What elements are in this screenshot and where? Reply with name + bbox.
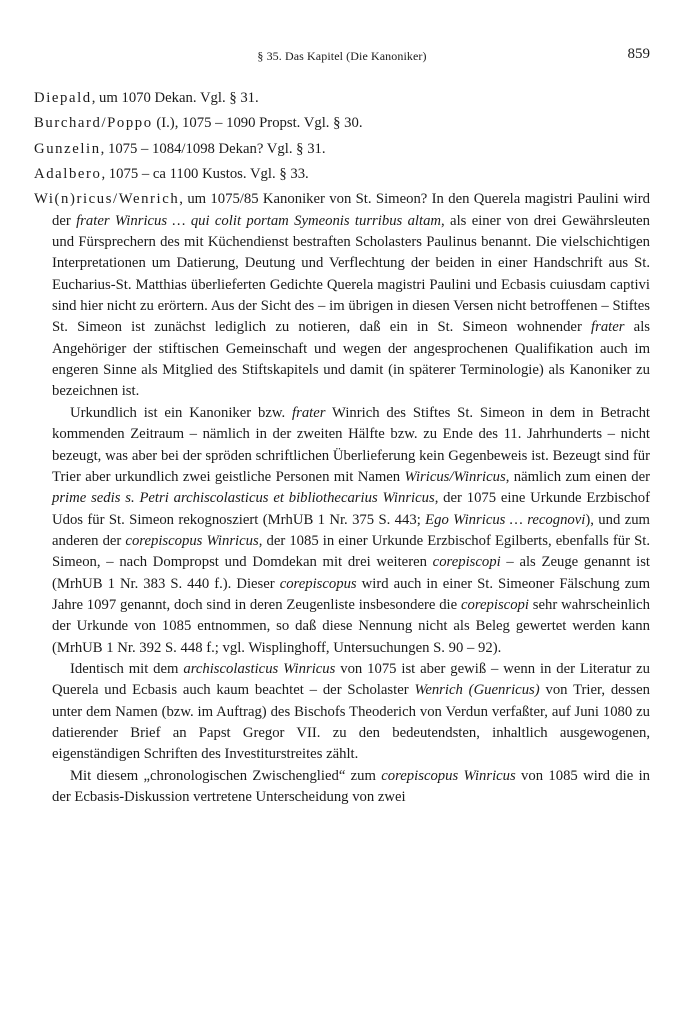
running-head-title: § 35. Das Kapitel (Die Kanoniker) <box>257 49 427 63</box>
italic-term: corepiscopus Winricus <box>125 532 259 549</box>
entry-burchard-poppo <box>34 113 650 134</box>
text-run: , der 1085 in einer Urkunde Erzbischof Egilberts, ebenfalls für St. Simeon, – nach Dompropst und Domdekan mit drei weiteren <box>52 532 650 571</box>
page-number: 859 <box>627 46 650 62</box>
italic-term: corepiscopi <box>432 554 501 571</box>
italic-term: frater Winricus … qui colit portam Symeonis turribus altam <box>76 212 442 229</box>
text-run: von 1075 ist aber gewiß – wenn in der Literatur zu Querela und Ecbasis auch kaum beachtet – der Scholaster <box>52 660 650 699</box>
entry-adalbero <box>34 164 650 185</box>
text-run: als Angehöriger der stiftischen Gemeinschaft und wegen der angesprochenen Qualifikation auch im engeren Sinne als Mitglied des Stiftskapitels und damit (in späterer Terminologie) als Kanoniker zu bezeichnen ist. <box>52 319 650 400</box>
italic-term: Ego Winricus … recognovi <box>425 511 586 528</box>
paragraph-identisch <box>34 659 650 766</box>
entry-text <box>52 191 650 399</box>
italic-term: prime sedis s. Petri archiscolasticus et bibliothecarius Winricus <box>52 490 435 507</box>
italic-term: corepiscopus <box>279 575 357 592</box>
text-run: , als einer von drei Gewährsleuten und Fürsprechern des mit Küchendienst bestraften Scholasters Paulinus benannt. Die vielschichtigen Interpretationen um Datierung, Deutung und Verflechtung der beiden in einer Handschrift aus St. Eucharius-St. Matthias überlieferten Gedichte Querela magistri Paulini und Ecbasis cuiusdam captivi sind hier nicht zu erörtern. Aus der Sicht des – im übrigen in diesen Versen nicht betroffenen – Stiftes St. Simeon ist zunächst lediglich zu notieren, daß ein in St. Simeon wohnender <box>52 212 650 336</box>
text-run: – als Zeuge genannt ist (MrhUB 1 Nr. 383 S. 440 f.). Dieser <box>52 554 650 592</box>
entry-name: Gunzelin <box>34 140 101 157</box>
entry-gunzelin <box>34 139 650 160</box>
entry-text: (I.), 1075 – 1090 Propst. Vgl. § 30. <box>152 115 363 132</box>
text-run: Winrich des Stiftes St. Simeon in dem in Betracht kommenden Zeitraum – nämlich in der zweiten Hälfte bzw. zu Ende des 11. Jahrhunderts – nicht bezeugt, was aber bei der spröden schriftlichen Überlieferung kein Gegenbeweis ist. Bezeugt sind für Trier aber urkundlich zwei geistliche Personen mit Namen <box>52 404 650 485</box>
italic-term: Wenrich (Guenricus) <box>414 682 540 699</box>
text-run: ), und zum anderen der <box>52 511 650 549</box>
text-run: , um 1075/85 Kanoniker von St. Simeon? In den Querela magistri Paulini wird der <box>52 191 650 229</box>
paragraph-zwischenglied <box>34 766 650 809</box>
entry-diepald <box>34 88 650 109</box>
entry-name: Adalbero <box>34 166 102 183</box>
entry-winricus-wenrich <box>34 189 650 402</box>
italic-term: corepiscopus Winricus <box>381 767 516 784</box>
text-run: Mit diesem „chronologischen Zwischenglied“ zum <box>70 767 382 784</box>
entry-name: Wi(n)ricus/Wenrich <box>34 191 180 208</box>
page-body <box>34 88 650 808</box>
italic-term: corepiscopi <box>460 596 529 613</box>
italic-term: frater <box>292 404 326 421</box>
entry-name: Burchard/Poppo <box>34 115 153 132</box>
text-run: wird auch in einer St. Simeoner Fälschung zum Jahre 1097 genannt, doch sind in deren Zeugenliste insbesondere die <box>52 575 650 613</box>
text-run: von Trier, dessen unter dem Namen (bzw. im Auftrag) des Bischofs Theoderich von Verdun verfaßter, auf Juni 1080 zu datierender Brief an Papst Gregor VII. zu den bedeutendsten, inhaltlich ausgewogenen, eigenständigen Schriften des Investiturstreites zählt. <box>52 682 650 763</box>
entry-text: , 1075 – 1084/1098 Dekan? Vgl. § 31. <box>100 140 326 157</box>
entry-text: , um 1070 Dekan. Vgl. § 31. <box>91 90 259 106</box>
italic-term: frater <box>591 319 625 336</box>
text-run: Identisch mit dem <box>70 660 184 677</box>
italic-term: archiscolasticus Winricus <box>183 660 336 677</box>
paragraph-urkundlich <box>34 403 650 659</box>
text-run: von 1085 wird die in der Ecbasis-Diskussion vertretene Unterscheidung von zwei <box>52 767 650 805</box>
italic-term: Wiricus/Winricus <box>404 468 506 485</box>
entry-name: Diepald <box>34 90 92 106</box>
entry-text: , 1075 – ca 1100 Kustos. Vgl. § 33. <box>101 166 309 183</box>
running-head <box>34 46 650 67</box>
text-run: , nämlich zum einen der <box>505 468 650 485</box>
text-run: , der 1075 eine Urkunde Erzbischof Udos für St. Simeon rekognosziert (MrhUB 1 Nr. 375 S. 443; <box>52 490 650 528</box>
text-run: sehr wahrscheinlich der Urkunde von 1085 entnommen, so daß diese Nennung nicht als Beleg gewertet werden kann (MrhUB 1 Nr. 392 S. 448 f.; vgl. Wisplinghoff, Untersuchungen S. 90 – 92). <box>52 596 650 656</box>
text-run: Urkundlich ist ein Kanoniker bzw. <box>70 404 293 421</box>
